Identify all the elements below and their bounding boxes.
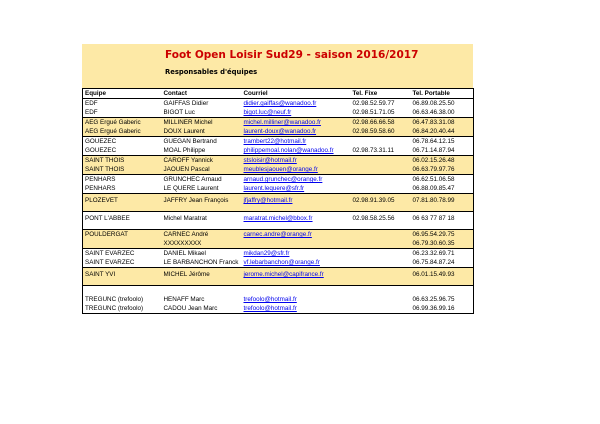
contact-cell: [162, 286, 242, 296]
team-cell: EDF: [83, 99, 162, 109]
team-cell: POULDERGAT: [83, 230, 162, 240]
contact-cell: XXXXXXXXX: [162, 239, 242, 249]
email-link[interactable]: jfjaffry@hotmail.fr: [242, 194, 351, 208]
table-row: [83, 108, 474, 118]
email-link[interactable]: didier.gaiffas@wanadoo.fr: [243, 100, 317, 107]
team-contacts-table: [82, 88, 474, 314]
team-cell: SAINT THOIS: [83, 165, 162, 175]
email-link[interactable]: [242, 239, 351, 249]
team-cell: GOUEZEC: [83, 137, 162, 147]
contact-cell: MICHEL Jérôme: [162, 268, 242, 282]
table-row: [83, 184, 474, 194]
page-title: Foot Open Loisir Sud29 - saison 2016/2017: [165, 49, 419, 61]
tel-fixe-cell: [351, 239, 411, 249]
contact-cell: GAIFFAS Didier: [163, 100, 209, 107]
email-link[interactable]: stsloisir@hotmail.fr: [242, 156, 351, 166]
tel-fixe-cell: [351, 184, 411, 194]
table-row: [83, 268, 474, 282]
contact-cell: CADOU Jean Marc: [162, 304, 242, 314]
table-row: [83, 165, 474, 175]
contact-cell: CARNEC André: [162, 230, 242, 240]
tel-fixe-cell: 02.98.91.39.05: [351, 194, 411, 208]
tel-portable-cell: 06 63 77 87 18: [411, 212, 474, 226]
team-cell: TREGUNC (trefoolo): [83, 304, 162, 314]
tel-fixe-cell: [351, 268, 411, 282]
tel-portable-cell: 06.63.25.96.75: [411, 295, 474, 304]
tel-portable-cell: 06.95.54.29.75: [411, 230, 474, 240]
tel-portable-cell: 07.81.80.78.99: [411, 194, 474, 208]
tel-fixe-cell: 02.98.51.71.05: [352, 109, 395, 116]
team-cell: EDF: [83, 108, 162, 118]
table-row: [83, 175, 474, 185]
team-cell: [83, 286, 162, 296]
table-header-row: [83, 89, 474, 99]
contact-cell: BIGOT Luc: [163, 109, 195, 116]
tel-fixe-cell: [351, 165, 411, 175]
tel-portable-cell: 06.78.64.12.15: [411, 137, 474, 147]
tel-portable-cell: 06.84.20.40.44: [411, 127, 474, 137]
contact-cell: MILLINER Michel: [162, 118, 242, 128]
team-cell: AEG Ergué Gaberic: [83, 118, 162, 128]
team-cell: AEG Ergué Gaberic: [83, 127, 162, 137]
team-cell: PLOZEVET: [83, 194, 162, 208]
header-tel-fixe: Tel. Fixe: [351, 89, 411, 99]
team-cell: SAINT YVI: [83, 268, 162, 282]
email-link[interactable]: carnec.andre@orange.fr: [242, 230, 351, 240]
tel-portable-cell: 06.63.46.38.00: [411, 108, 474, 118]
tel-portable-cell: 06.89.08.25.50: [411, 99, 474, 109]
email-link[interactable]: laurent.lequere@sfr.fr: [243, 185, 305, 192]
tel-fixe-cell: [351, 304, 411, 314]
table-row: [83, 137, 474, 147]
contact-cell: GUEGAN Bertrand: [162, 137, 242, 147]
table-row: [83, 230, 474, 240]
contact-cell: LE BARBANCHON Franck: [163, 259, 239, 266]
team-cell: SAINT THOIS: [83, 156, 162, 166]
table-row: [83, 304, 474, 314]
email-link[interactable]: meublesjaouen@orange.fr: [242, 165, 351, 175]
tel-portable-cell: 06.88.09.85.47: [411, 184, 474, 194]
contact-cell: Michel Maratrat: [162, 212, 242, 226]
header-tel-portable: Tel. Portable: [411, 89, 474, 99]
tel-fixe-cell: [351, 175, 411, 185]
tel-portable-cell: 06.63.79.97.76: [411, 165, 474, 175]
tel-portable-cell: 06.71.14.87.94: [411, 146, 474, 156]
email-link[interactable]: trambert22@hotmail.fr: [242, 137, 351, 147]
email-link[interactable]: laurent-doux@wanadoo.fr: [242, 127, 351, 137]
contact-cell: DANIEL Mikael: [162, 249, 242, 259]
team-cell: TREGUNC (trefoolo): [83, 295, 162, 304]
tel-fixe-cell: [351, 249, 411, 259]
contact-cell: LE QUERE Laurent: [163, 185, 219, 192]
contact-cell: HENAFF Marc: [163, 296, 205, 303]
email-link[interactable]: arnaud.grunchec@orange.fr: [242, 175, 351, 185]
tel-fixe-cell: 02.98.52.59.77: [352, 100, 395, 107]
page-subtitle: Responsables d'équipes: [165, 68, 258, 76]
tel-portable-cell: 06.79.30.60.35: [411, 239, 474, 249]
email-cell: [242, 286, 351, 296]
header-contact: Contact: [162, 89, 242, 99]
table-row: [83, 239, 474, 249]
contact-cell: DOUX Laurent: [162, 127, 242, 137]
header-courriel: Courriel: [242, 89, 351, 99]
table-row: [83, 258, 474, 268]
contact-cell: CAROFF Yannick: [162, 156, 242, 166]
email-link[interactable]: mikdan29@sfr.fr: [242, 249, 351, 259]
tel-fixe-cell: [351, 258, 411, 268]
tel-portable-cell: 06.99.36.99.16: [411, 304, 474, 314]
table-row: [83, 286, 474, 296]
tel-portable-cell: 06.23.32.69.71: [411, 249, 474, 259]
email-link[interactable]: trefoolo@hotmail.fr: [242, 304, 351, 314]
email-link[interactable]: jerome.michel@capifrance.fr: [242, 268, 351, 282]
email-link[interactable]: trefoolo@hotmail.fr: [243, 296, 297, 303]
tel-fixe-cell: 02.98.58.25.56: [351, 212, 411, 226]
tel-fixe-cell: 02.98.66.66.58: [351, 118, 411, 128]
tel-portable-cell: [411, 286, 474, 296]
tel-portable-cell: 06.02.15.26.48: [411, 156, 474, 166]
tel-portable-cell: 06.75.84.87.24: [411, 258, 474, 268]
team-cell: SAINT EVARZEC: [83, 249, 162, 259]
tel-fixe-cell: 02.98.59.58.60: [351, 127, 411, 137]
table-row: [83, 156, 474, 166]
tel-portable-cell: 06.62.51.06.58: [411, 175, 474, 185]
tel-fixe-cell: [351, 230, 411, 240]
tel-fixe-cell: [351, 295, 411, 304]
table-row: [83, 194, 474, 208]
email-link[interactable]: vf.lebarbanchon@orange.fr: [243, 259, 320, 266]
table-row: [83, 249, 474, 259]
team-cell: GOUEZEC: [83, 146, 162, 156]
table-row: [83, 127, 474, 137]
table-row: [83, 146, 474, 156]
contact-cell: JAOUEN Pascal: [162, 165, 242, 175]
table-row: [83, 99, 474, 109]
contact-cell: MOAL Philippe: [163, 147, 206, 154]
email-link[interactable]: michel.milliner@wanadoo.fr: [242, 118, 351, 128]
tel-fixe-cell: [351, 137, 411, 147]
email-link[interactable]: philippemoal.nolan@wanadoo.fr: [243, 147, 334, 154]
table-row: [83, 295, 474, 304]
tel-portable-cell: 06.01.15.49.93: [411, 268, 474, 282]
table-row: [83, 212, 474, 226]
tel-fixe-cell: [351, 286, 411, 296]
tel-fixe-cell: 02.98.73.31.11: [352, 147, 395, 154]
team-cell: PENHARS: [83, 184, 162, 194]
contact-cell: JAFFRY Jean François: [162, 194, 242, 208]
tel-fixe-cell: [351, 156, 411, 166]
email-link[interactable]: bigot.luc@neuf.fr: [243, 109, 292, 116]
team-cell: PENHARS: [83, 175, 162, 185]
table-row: [83, 118, 474, 128]
contact-cell: GRUNCHEC Arnaud: [162, 175, 242, 185]
team-cell: SAINT EVARZEC: [83, 258, 162, 268]
header-equipe: Equipe: [83, 89, 162, 99]
team-cell: PONT L'ABBEE: [83, 212, 162, 226]
tel-portable-cell: 06.47.83.31.08: [411, 118, 474, 128]
team-cell: [83, 239, 162, 249]
email-link[interactable]: maratrat.michel@bbox.fr: [242, 212, 351, 226]
